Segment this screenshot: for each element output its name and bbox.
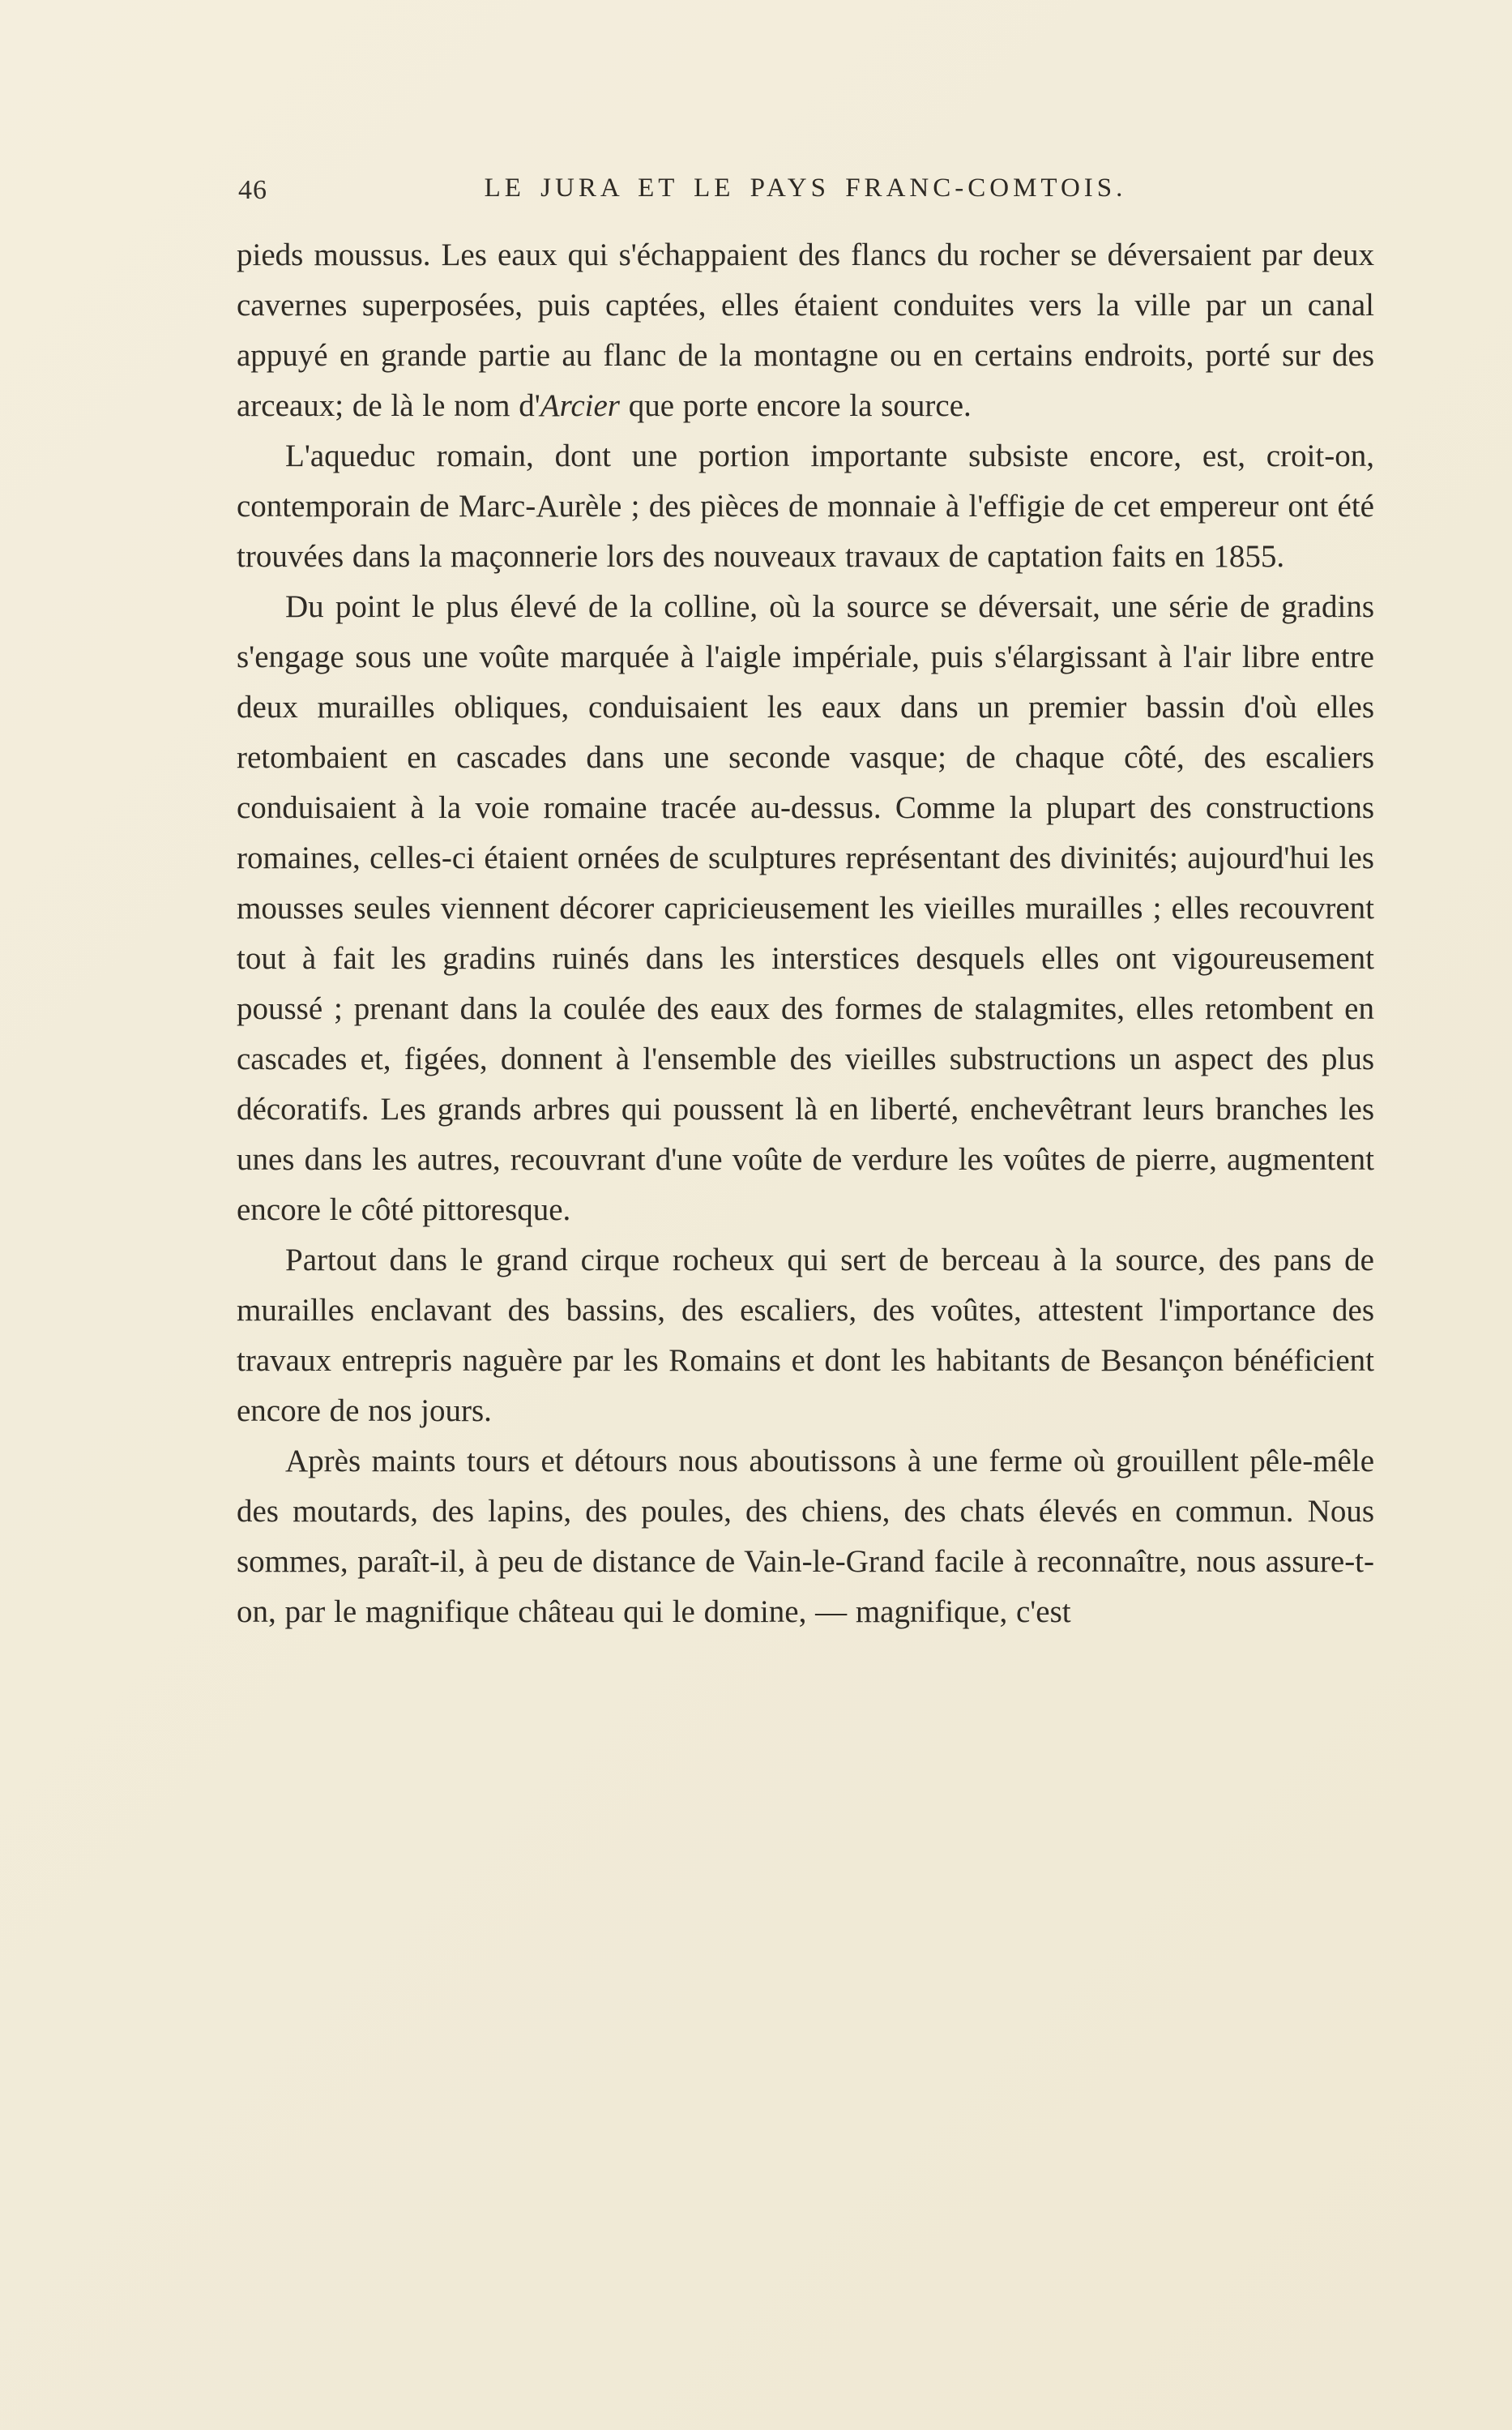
paragraph — [237, 230, 1374, 431]
running-title: LE JURA ET LE PAYS FRANC-COMTOIS. — [484, 173, 1127, 203]
paragraph: Partout dans le grand cirque rocheux qui sert de berceau à la source, des pans de murailles enclavant des bassins, des escaliers, des voûtes, attestent l'importance des travaux entrepris naguère par les Romains et dont les habitants de Besançon bénéficient encore de nos jours. — [237, 1243, 1374, 1428]
paragraph: L'aqueduc romain, dont une portion importante subsiste encore, est, croit-on, contemporain de Marc-Aurèle ; des pièces de monnaie à l'effigie de cet empereur ont été trouvées dans la maçonnerie lors des nouveaux travaux de captation faits en 1855. — [237, 439, 1374, 574]
page-number: 46 — [238, 175, 267, 205]
italic-term: Arcier — [540, 388, 620, 423]
paragraph-text: que porte encore la source. — [619, 388, 972, 423]
paragraph: Du point le plus élevé de la colline, où la source se déversait, une série de gradins s'engage sous une voûte marquée à l'aigle impériale, puis s'élargissant à l'air libre entre deux murailles obliques, conduisaient les eaux dans un premier bassin d'où elles retombaient en cascades dans une seconde vasque; de chaque côté, des escaliers conduisaient à la voie romaine tracée au-dessus. Comme la plupart des constructions romaines, celles-ci étaient ornées de sculptures représentant des divinités; aujourd'hui les mousses seules viennent décorer capricieusement les vieilles murailles ; elles recouvrent tout à fait les gradins ruinés dans les interstices desquels elles ont vigoureusement poussé ; prenant dans la coulée des eaux des formes de stalagmites, elles retombent en cascades et, figées, donnent à l'ensemble des vieilles substructions un aspect des plus décoratifs. Les grands arbres qui poussent là en liberté, enchevêtrant leurs branches les unes dans les autres, recouvrant d'une voûte de verdure les voûtes de pierre, augmentent encore le côté pittoresque. — [237, 589, 1374, 1227]
page-header — [237, 173, 1374, 214]
paragraph: Après maints tours et détours nous aboutissons à une ferme où grouillent pêle-mêle des moutards, des lapins, des poules, des chiens, des chats élevés en commun. Nous sommes, paraît-il, à peu de distance de Vain-le-Grand facile à reconnaître, nous assure-t-on, par le magnifique château qui le domine, — magnifique, c'est — [237, 1444, 1374, 1629]
paragraph-text: pieds moussus. Les eaux qui s'échappaient des flancs du rocher se déversaient par deux cavernes superposées, puis captées, elles étaient conduites vers la ville par un canal appuyé en grande partie au flanc de la montagne ou en certains endroits, porté sur des arceaux; de là le nom d' — [237, 237, 1374, 423]
page-body — [237, 230, 1374, 1637]
